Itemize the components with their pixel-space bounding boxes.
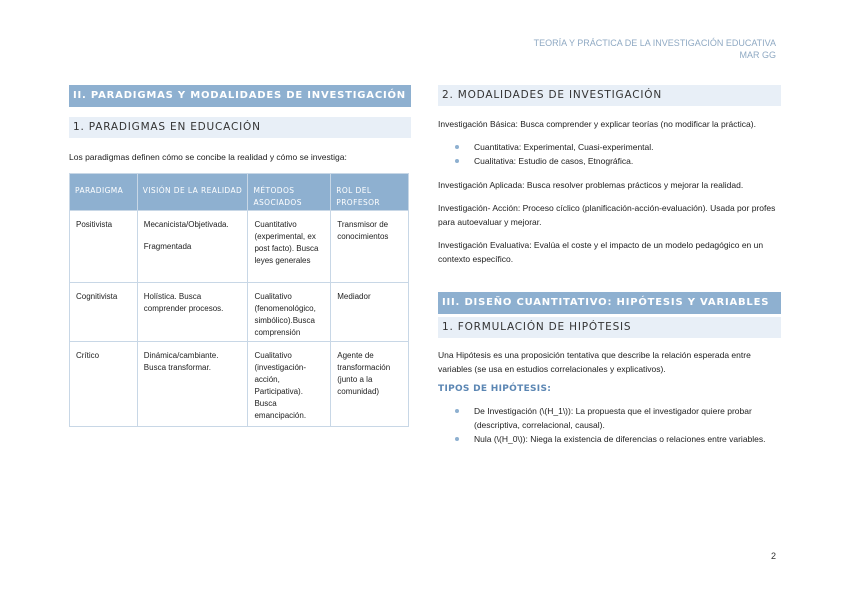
table-header: PARADIGMA [70,174,138,211]
investigacion-accion: Investigación- Acción: Proceso cíclico (planificación-acción-evaluación). Usada por profes para autoevaluar y mejorar. [438,203,776,227]
bullet-icon [455,409,459,413]
section-title-diseno-cuantitativo: III. DISEÑO CUANTITATIVO: HIPÓTESIS Y VARIABLES [438,292,781,314]
investigacion-aplicada: Investigación Aplicada: Busca resolver problemas prácticos y mejorar la realidad. [438,180,744,190]
table-row [70,342,409,427]
subsection-title-paradigmas-educacion: 1. PARADIGMAS EN EDUCACIÓN [69,117,411,138]
list-item: Nula (\(H_0\)): Niega la existencia de diferencias o relaciones entre variables. [438,432,781,446]
table-cell-vision [137,211,248,283]
tipos-list [438,404,781,446]
list-item: Cualitativa: Estudio de casos, Etnográfica. [438,154,781,168]
section-title-paradigmas: II. PARADIGMAS Y MODALIDADES DE INVESTIGACIÓN [69,85,411,107]
table-header-row [70,174,409,211]
table-cell-paradigma: Crítico [70,342,138,427]
right-column [438,85,781,446]
table-cell-metodos: Cuantitativo (experimental, ex post facto). Busca leyes generales [248,211,331,283]
bullet-icon [455,159,459,163]
vision-text-secondary: Fragmentada [143,242,192,251]
table-cell-rol: Agente de transformación (junto a la comunidad) [331,342,409,427]
vision-text: Mecanicista/Objetivada. [143,220,229,229]
investigacion-evaluativa: Investigación Evaluativa: Evalúa el coste y el impacto de un modelo pedagógico en un contexto específico. [438,240,764,264]
bullet-icon [455,145,459,149]
table-row [70,283,409,342]
table-cell-vision: Holística. Busca comprender procesos. [137,283,248,342]
table-cell-rol: Transmisor de conocimientos [331,211,409,283]
header-title: TEORÍA Y PRÁCTICA DE LA INVESTIGACIÓN EDUCATIVA [533,38,776,48]
page-number: 2 [770,551,776,561]
running-header [534,37,776,61]
list-item: Cuantitativa: Experimental, Cuasi-experimental. [438,140,781,154]
table-header: VISIÓN DE LA REALIDAD [137,174,248,211]
paradigmas-table [69,173,409,427]
left-column [69,85,411,427]
table-header: ROL DEL PROFESOR [331,174,409,211]
table-cell-metodos: Cualitativo (investigación-acción, Participativa). Busca emancipación. [248,342,331,427]
paradigmas-intro: Los paradigmas definen cómo se concibe la realidad y cómo se investiga: [69,152,347,162]
subsection-title-formulacion: 1. FORMULACIÓN DE HIPÓTESIS [438,317,781,338]
bullet-icon [455,437,459,441]
hipotesis-definicion: Una Hipótesis es una proposición tentativa que describe la relación esperada entre variables (se usa en estudios correlacionales y explicativos). [438,350,751,374]
table-cell-rol: Mediador [331,283,409,342]
header-author: MAR GG [739,50,776,60]
subsection-title-modalidades: 2. MODALIDADES DE INVESTIGACIÓN [438,85,781,106]
table-cell-paradigma: Cognitivista [70,283,138,342]
list-item: De Investigación (\(H_1\)): La propuesta que el investigador quiere probar (descriptiva, correlacional, causal). [438,404,781,432]
table-cell-metodos: Cualitativo (fenomenológico, simbólico).Busca comprensión [248,283,331,342]
table-row [70,211,409,283]
table-header: MÉTODOS ASOCIADOS [248,174,331,211]
basica-list [438,140,781,168]
table-cell-vision: Dinámica/cambiante. Busca transformar. [137,342,248,427]
tipos-hipotesis-heading: TIPOS DE HIPÓTESIS: [438,384,552,394]
investigacion-basica: Investigación Básica: Busca comprender y explicar teorías (no modificar la práctica). [438,119,756,129]
table-cell-paradigma: Positivista [70,211,138,283]
